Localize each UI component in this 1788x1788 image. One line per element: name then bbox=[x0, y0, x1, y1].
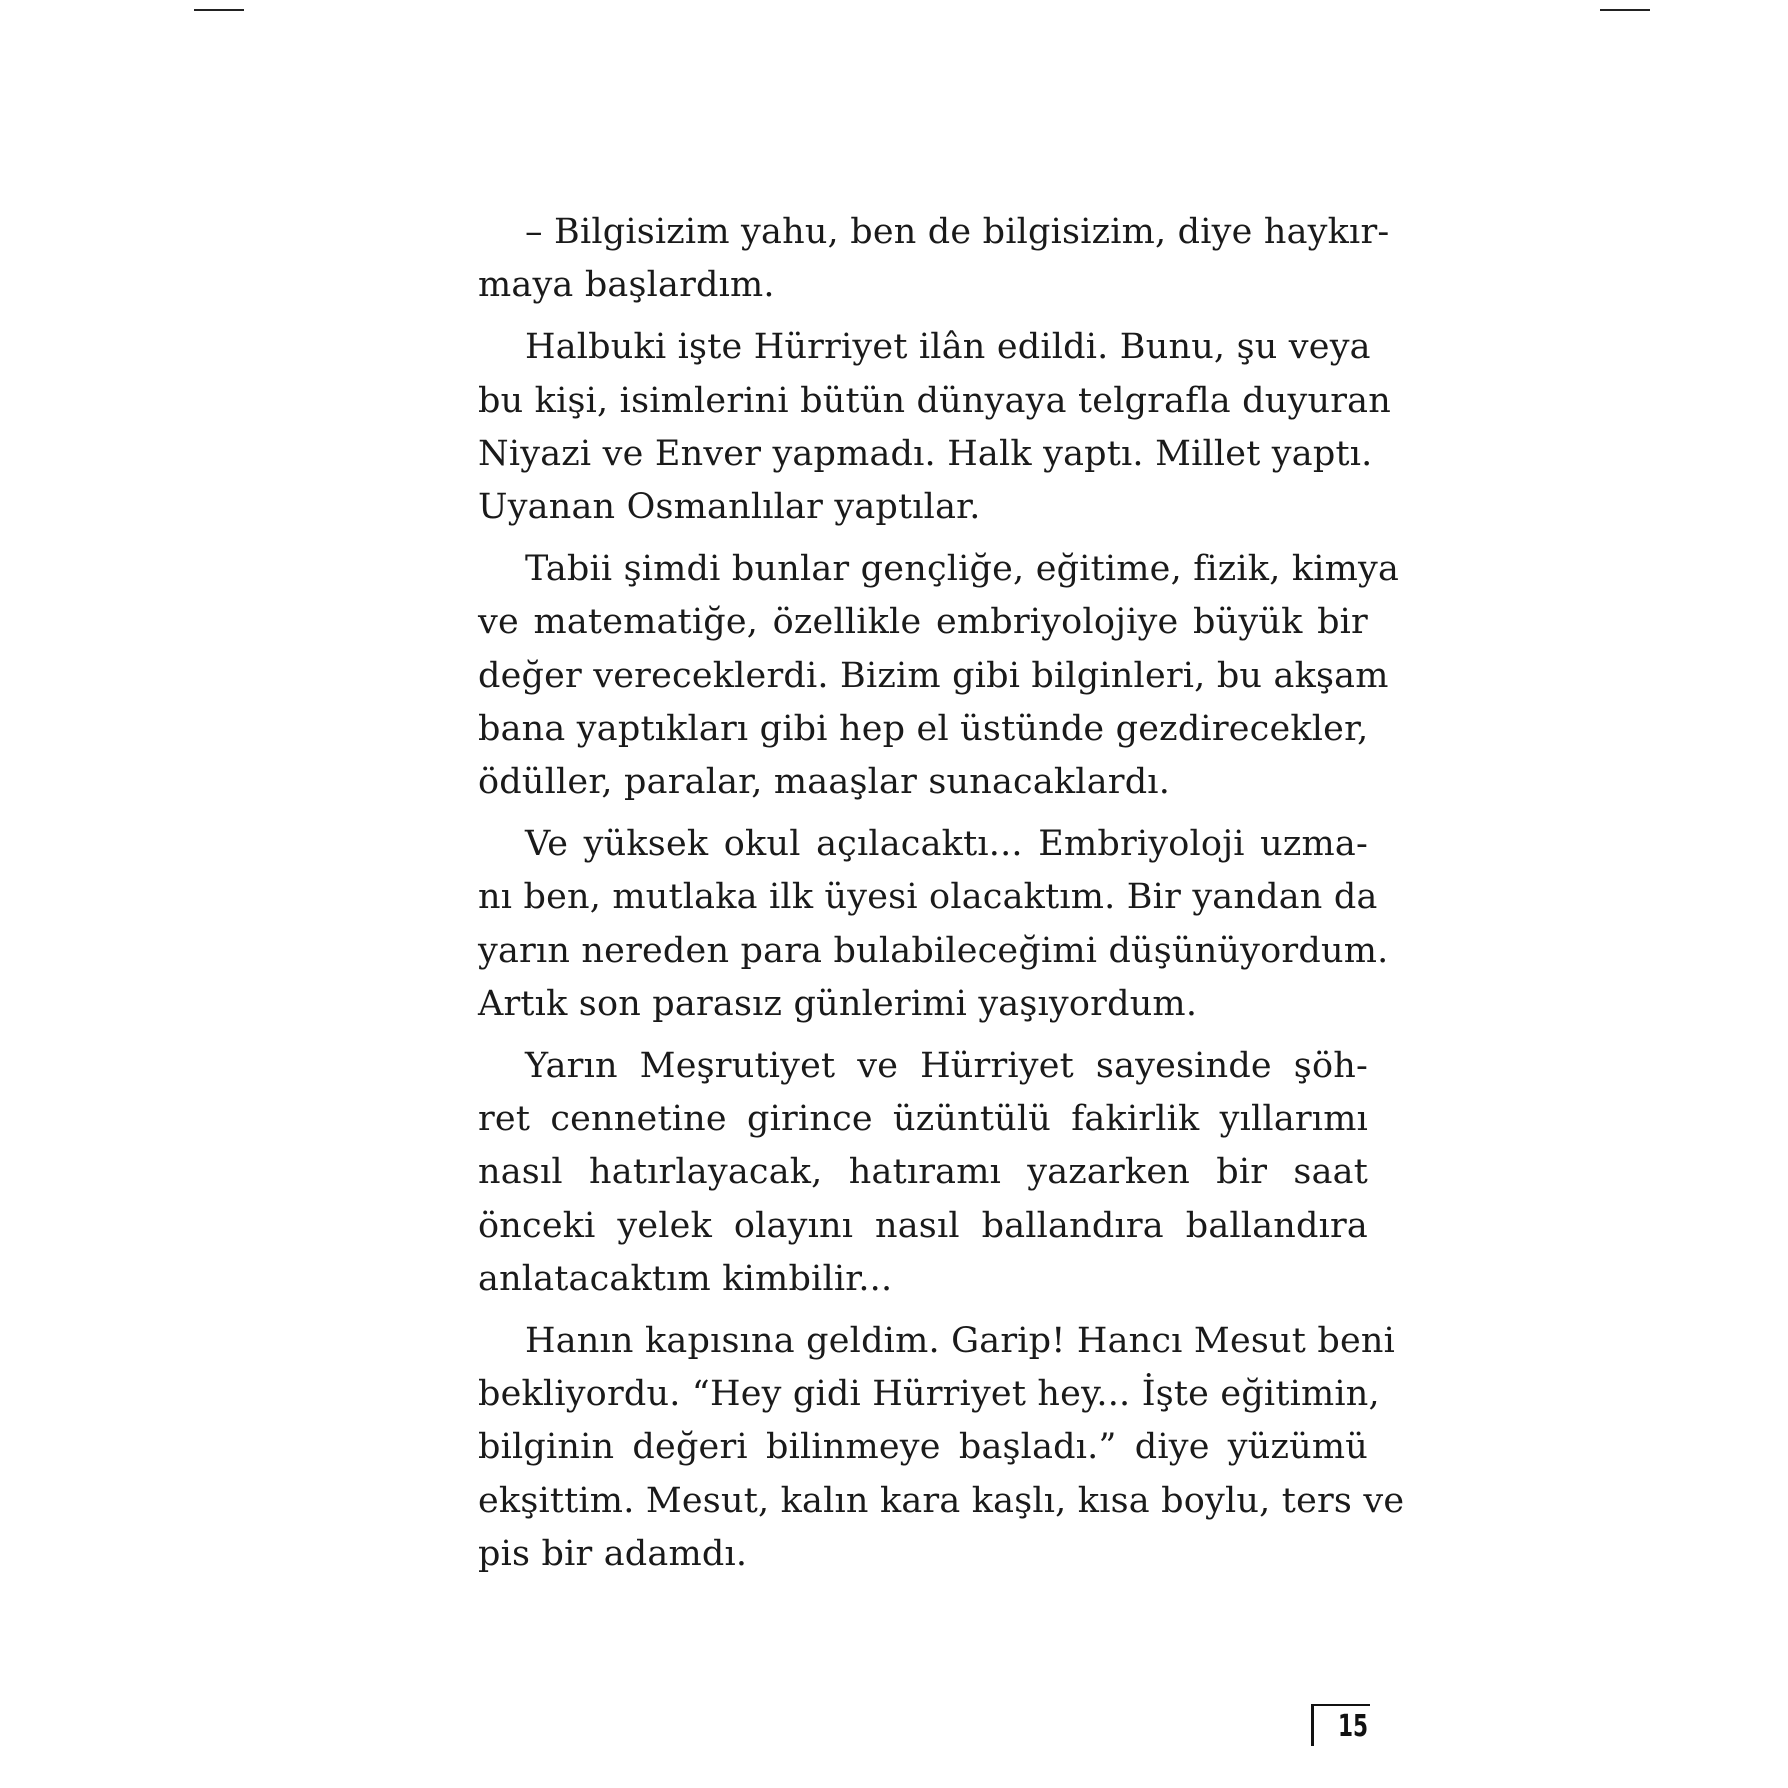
text-line: ve matematiğe, özellikle embriyolojiye büyük bir bbox=[478, 602, 1368, 643]
text-line: bilginin değeri bilinmeye başladı.” diye yüzümü bbox=[478, 1427, 1368, 1468]
paragraph-4 bbox=[478, 818, 1389, 1031]
text-line: Uyanan Osmanlılar yaptılar. bbox=[478, 487, 981, 528]
text-line: ödüller, paralar, maaşlar sunacaklardı. bbox=[478, 762, 1171, 803]
paragraph-1 bbox=[478, 206, 1390, 312]
text-line: pis bir adamdı. bbox=[478, 1533, 748, 1574]
text-line: Artık son parasız günlerimi yaşıyordum. bbox=[478, 983, 1198, 1024]
paragraph-2 bbox=[478, 321, 1391, 534]
text-line: maya başlardım. bbox=[478, 265, 775, 306]
text-line: Halbuki işte Hürriyet ilân edildi. Bunu, şu veya bbox=[525, 327, 1371, 368]
text-line: ret cennetine girince üzüntülü fakirlik yıllarımı bbox=[478, 1099, 1368, 1140]
crop-mark-left bbox=[194, 9, 244, 11]
page-number: 15 bbox=[1338, 1709, 1369, 1744]
text-line: Ve yüksek okul açılacaktı... Embriyoloji uzma- bbox=[525, 824, 1368, 865]
text-line: ekşittim. Mesut, kalın kara kaşlı, kısa boylu, ters ve bbox=[478, 1480, 1405, 1521]
paragraph-3 bbox=[478, 543, 1400, 809]
text-line: değer vereceklerdi. Bizim gibi bilginleri, bu akşam bbox=[478, 655, 1389, 696]
text-line: önceki yelek olayını nasıl ballandıra ballandıra bbox=[478, 1205, 1368, 1246]
body-text bbox=[478, 206, 1405, 1590]
crop-mark-right bbox=[1600, 9, 1650, 11]
paragraph-6 bbox=[478, 1315, 1405, 1581]
text-line: – Bilgisizim yahu, ben de bilgisizim, diye haykır- bbox=[525, 212, 1390, 252]
text-line: nasıl hatırlayacak, hatıramı yazarken bir saat bbox=[478, 1152, 1368, 1193]
text-line: Tabii şimdi bunlar gençliğe, eğitime, fizik, kimya bbox=[525, 549, 1400, 590]
text-line: bana yaptıkları gibi hep el üstünde gezdirecekler, bbox=[478, 708, 1369, 749]
text-line: yarın nereden para bulabileceğimi düşünüyordum. bbox=[478, 930, 1389, 971]
paragraph-5 bbox=[478, 1040, 1368, 1306]
text-line: Yarın Meşrutiyet ve Hürriyet sayesinde şöh- bbox=[525, 1046, 1368, 1087]
text-line: bekliyordu. “Hey gidi Hürriyet hey... İşte eğitimin, bbox=[478, 1374, 1380, 1415]
text-line: nı ben, mutlaka ilk üyesi olacaktım. Bir yandan da bbox=[478, 877, 1378, 918]
text-line: Niyazi ve Enver yapmadı. Halk yaptı. Millet yaptı. bbox=[478, 433, 1373, 474]
text-line: Hanın kapısına geldim. Garip! Hancı Mesut beni bbox=[525, 1321, 1395, 1362]
text-line: bu kişi, isimlerini bütün dünyaya telgrafla duyuran bbox=[478, 380, 1391, 421]
text-line: anlatacaktım kimbilir... bbox=[478, 1258, 893, 1299]
